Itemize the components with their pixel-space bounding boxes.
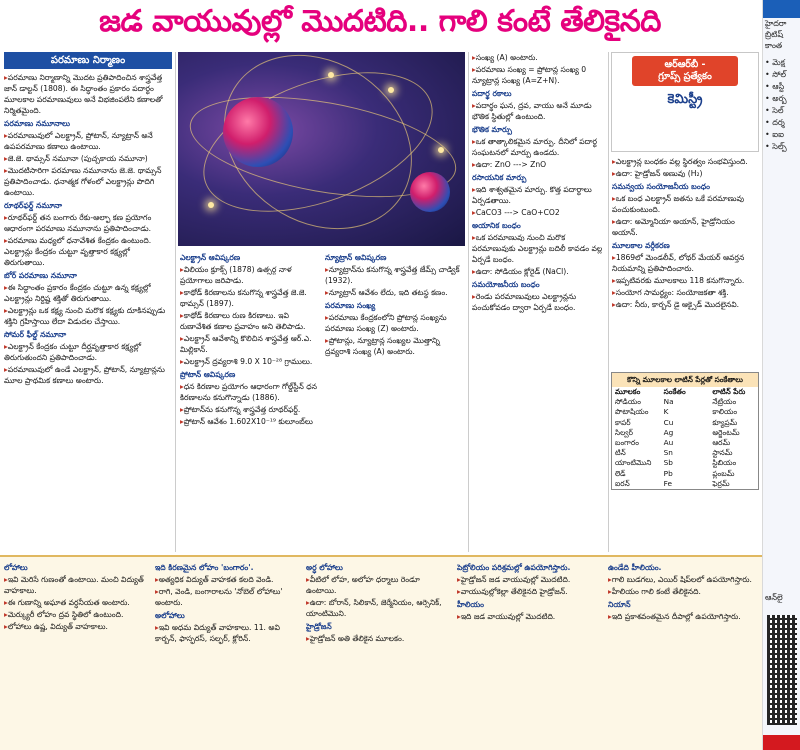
column-4 <box>472 52 607 552</box>
section-subheading: పరమాణు నమూనాలు <box>4 119 71 128</box>
sidebar-link[interactable]: • దర్శ <box>765 118 785 127</box>
bullet-item: ▸ ఉదా: సోడియం క్లోరైడ్ (NaCl). <box>472 266 607 277</box>
table-row: ఐరన్ Fe ఫెర్రమ్ <box>615 478 730 488</box>
band-item: ఉండేది హీలియం. <box>608 563 662 572</box>
bullet-item: ▸ ఎలక్ట్రాన్ల బంధకం వల్ల స్థిరత్వం సంభవిస్తుంది. <box>612 156 758 167</box>
subject-title: కెమిస్ట్రీ <box>667 92 703 107</box>
band-item: ఇది కిరణమైన లోహం 'బంగారం'. <box>155 563 254 572</box>
sidebar-footer-bar <box>763 735 800 750</box>
table-row: పొటాషియం K కాలియం <box>615 407 738 417</box>
band-col-1 <box>4 560 149 748</box>
sidebar-link[interactable]: • సెల్ <box>765 106 784 115</box>
bullet-item: ▸ విలియం క్రూక్స్ (1878) ఉత్సర్గ నాళ ప్రయోగాలు జరిపాడు. <box>180 264 320 286</box>
atom-illustration <box>178 52 465 246</box>
band-item: ▸ ఉదా: బోరాన్, సిలికాన్, జెర్మేనియం, ఆర్సెనిక్, యాంటిమొని. <box>306 597 451 619</box>
exam-badge <box>611 52 759 152</box>
section-subheading: బోర్ పరమాణు నమూనా <box>4 271 77 280</box>
band-item: హైడ్రోజన్ <box>306 622 332 631</box>
band-item: ▸ ఇవి మెరిసే గుణంతో ఉంటాయి. మంచి విద్యుత్ వాహకాలు. <box>4 574 149 596</box>
section-subheading: భౌతిక మార్పు <box>472 125 512 134</box>
column-2 <box>180 250 320 552</box>
section-subheading: అయానిక బంధం <box>472 221 521 230</box>
bullet-item: ▸ సంయోగ సామర్థ్యం: సంయోజకతా శక్తి. <box>612 287 758 298</box>
band-item: ▸ ఇది జడ వాయువుల్లో మొదటిది. <box>457 611 602 622</box>
band-item: ▸ ఇది ప్రకాశవంతమైన దీపాల్లో ఉపయోగిస్తారు. <box>608 611 758 622</box>
bullet-item: ▸ కాథోడ్ కిరణాలను కనుగొన్న శాస్త్రవేత్త జె.జె. థామ్సన్ (1897). <box>180 287 320 309</box>
section-subheading: రూథర్‌ఫర్డ్ నమూనా <box>4 201 63 210</box>
column-1-body <box>4 72 172 386</box>
bullet-item: ▸ ఒక బంధ ఎలక్ట్రాన్ జతను ఒకే పరమాణువు పంచుకుంటుంది. <box>612 193 758 215</box>
bullet-item: ▸ ఒక తాత్కాలికమైన మార్పు. దీనిలో పదార్థ సంఘటనలో మార్పు ఉండదు. <box>472 136 607 158</box>
band-col-4 <box>457 560 602 748</box>
band-item: హీలియం <box>457 600 485 609</box>
headline: జడ వాయువుల్లో మొదటిది.. గాలి కంటే తేలికైనది <box>99 4 661 39</box>
table-row: బంగారం Au ఆరమ్ <box>615 438 731 448</box>
band-item: లోహాలు <box>4 563 28 572</box>
bullet-item: ▸ పరమాణు నిర్మాణాన్ని మొదట ప్రతిపాదించిన శాస్త్రవేత్త జాన్ డాల్టన్ (1808). ఈ సిద్ధాంతం ప్రకారం పదార్థం మూలకాల పరమాణువులు అనే విభజింపలేని కణాలతో నిర్మితమైంది. <box>4 72 172 116</box>
qr-code-icon <box>767 615 797 725</box>
band-item: ▸ వీటిలో లోహ, అలోహ ధర్మాలు రెండూ ఉంటాయి. <box>306 574 451 596</box>
bullet-item: ▸ జె.జె. థామ్సన్ నమూనా (పుచ్చకాయ నమూనా) <box>4 153 172 164</box>
bullet-item: ▸ ఒక పరమాణువు నుంచి మరొక పరమాణువుకు ఎలక్ట్రాన్లు బదిలీ కావడం వల్ల ఏర్పడే బంధం. <box>472 232 607 265</box>
column-1 <box>4 52 172 552</box>
bullet-item: ▸ పరమాణువులో ఉండే ఎలక్ట్రాన్, ప్రోటాన్, న్యూట్రాన్లను మూల ప్రాథమిక కణాలు అంటారు. <box>4 364 172 386</box>
sidebar-header <box>763 0 800 18</box>
bullet-item: ▸ న్యూట్రాన్‌ను కనుగొన్న శాస్త్రవేత్త జేమ్స్ చాడ్విక్ (1932). <box>325 264 465 286</box>
sidebar-text: హైదరా <box>765 19 787 28</box>
column-5 <box>612 156 758 368</box>
bullet-item: ▸ కాథోడ్ కిరణాలు రుణ కిరణాలు. ఇవి రుణావేశిత కణాల ప్రవాహం అని తెలిపాడు. <box>180 310 320 332</box>
bullet-item: ▸ సంఖ్య (A) అంటారు. <box>472 52 607 63</box>
bullet-item: ▸ ప్రోటాన్లు, న్యూట్రాన్ల సంఖ్యల మొత్తాన్ని ద్రవ్యరాశి సంఖ్య (A) అంటారు. <box>325 335 465 357</box>
bullet-item: ▸ ఎలక్ట్రాన్లు ఒక కక్ష్య నుంచి మరొక కక్ష్యకు దూకినప్పుడు శక్తిని గ్రహిస్తాయి లేదా విడుదల చేస్తాయి. <box>4 305 172 327</box>
bullet-item: ▸ ఉదా: ZnO ---> ZnO <box>472 159 607 170</box>
band-item: ▸ వాయువుల్లోకెల్లా తేలికైనది హైడ్రోజన్. <box>457 586 602 597</box>
section-subheading: రసాయనిక మార్పు <box>472 173 527 182</box>
band-item: అర్ధ లోహాలు <box>306 563 343 572</box>
bullet-item: ▸ ఉదా: అమ్మోనియా అయాన్, హైడ్రోనియం అయాన్. <box>612 216 758 238</box>
band-item: ▸ మెర్క్యురీ లోహం ద్రవ స్థితిలో ఉంటుంది. <box>4 609 149 620</box>
section-subheading: పరమాణు సంఖ్య <box>325 301 376 310</box>
bullet-item: ▸ పరమాణు మధ్యలో ధనావేశిత కేంద్రకం ఉంటుంది. ఎలక్ట్రాన్లు కేంద్రకం చుట్టూ వృత్తాకార కక్ష్యల్లో తిరుగుతాయి. <box>4 235 172 268</box>
band-item: ▸ లోహాలు ఉష్ణ, విద్యుత్ వాహకాలు. <box>4 621 149 632</box>
sidebar-link[interactable]: • ఐఐ <box>765 130 784 139</box>
table-row: సిల్వర్ Ag అర్జెంటమ్ <box>615 427 740 437</box>
band-item: ▸ హైడ్రోజన్ జడ వాయువుల్లో మొదటిది. <box>457 574 602 585</box>
section-subheading: ఎలక్ట్రాన్ ఆవిష్కరణ <box>180 253 241 262</box>
bullet-item: ▸ ఈ సిద్ధాంతం ప్రకారం కేంద్రకం చుట్టూ ఉన్న కక్ష్యల్లో ఎలక్ట్రాన్లు నిర్దిష్ట శక్తితో తిరుగుతాయి. <box>4 282 172 304</box>
table-row: యాంటిమొని Sb స్టిబియం <box>615 458 737 468</box>
band-item: పెట్రోలియం పరిశ్రమల్లో ఉపయోగిస్తారు. <box>457 563 571 572</box>
bullet-item: ▸ ఎలక్ట్రాన్ కేంద్రకం చుట్టూ దీర్ఘవృత్తాకార కక్ష్యల్లో తిరుగుతుందని ప్రతిపాదించాడు. <box>4 341 172 363</box>
column-3 <box>325 250 465 552</box>
bullet-item: ▸ ఉదా: హైడ్రోజన్ అణువు (H₂) <box>612 168 758 179</box>
band-item: ▸ అత్యధిక విద్యుత్ వాహకత కలది వెండి. <box>155 574 300 585</box>
table-row: లెడ్ Pb ప్లంబమ్ <box>615 468 735 478</box>
band-col-5 <box>608 560 758 748</box>
bullet-item: ▸ మొదటిసారిగా పరమాణు నమూనాను జె.జె. థామ్సన్ ప్రతిపాదించాడు. ధనాత్మక గోళంలో ఎలక్ట్రాన్లు పొదిగి ఉంటాయి. <box>4 165 172 198</box>
band-item: ▸ రాగి, వెండి, బంగారాలను 'నోబెల్ లోహాలు' అంటారు. <box>155 586 300 608</box>
bullet-item: ▸ పదార్థం ఘన, ద్రవ, వాయు అనే మూడు భౌతిక స్థితుల్లో ఉంటుంది. <box>472 100 607 122</box>
badge-label: ఆర్ఆర్‌బీ - గ్రూప్స్ ప్రత్యేకం <box>632 56 738 86</box>
sidebar-link[interactable]: • మెక్ష <box>765 58 785 67</box>
sidebar-text: బ్రిటిష్ <box>765 30 784 39</box>
band-item: ▸ హీలియం గాలి కంటే తేలికైనది. <box>608 586 758 597</box>
section-subheading: సమన్వయ సంయోజనీయ బంధం <box>612 182 710 191</box>
bullet-item: ▸ ప్రోటాన్‌ను కనుగొన్న శాస్త్రవేత్త రూథర్‌ఫర్డ్. <box>180 404 320 415</box>
bullet-item: ▸ పరమాణు కేంద్రకంలోని ప్రోటాన్ల సంఖ్యను పరమాణు సంఖ్య (Z) అంటారు. <box>325 312 465 334</box>
section-subheading: న్యూట్రాన్ ఆవిష్కరణ <box>325 253 387 262</box>
bullet-item: ▸ న్యూట్రాన్ ఆవేశం లేదు, ఇది తటస్థ కణం. <box>325 287 465 298</box>
band-item: అలోహాలు <box>155 611 185 620</box>
element-symbol-table <box>611 372 759 490</box>
section-title: పరమాణు నిర్మాణం <box>4 52 172 69</box>
band-item: ▸ ఇవి అధమ విద్యుత్ వాహకాలు. 11. అవి కార్బన్, ఫాస్ఫరస్, సల్ఫర్, క్లోరిన్. <box>155 622 300 644</box>
section-subheading: మూలకాల వర్గీకరణ <box>612 241 670 250</box>
sidebar-link[interactable]: • సోల్ <box>765 70 787 79</box>
sidebar-link[interactable]: • అర్బ <box>765 94 787 103</box>
right-sidebar <box>762 0 800 750</box>
section-subheading: సోమర్ ఫీల్డ్ నమూనా <box>4 330 67 339</box>
bullet-item: ▸ ఎలక్ట్రాన్ ఆవేశాన్ని కొలిచిన శాస్త్రవేత్త ఆర్.ఎ. మిల్లికాన్. <box>180 333 320 355</box>
table-title: కొన్ని మూలకాల లాటిన్ పేర్లతో సంకేతాలు <box>612 373 758 387</box>
bullet-item: ▸ పరమాణువులో ఎలక్ట్రాన్, ప్రోటాన్, న్యూట్రాన్ అనే ఉపపరమాణు కణాలు ఉంటాయి. <box>4 130 172 152</box>
sidebar-link[interactable]: • ఆస్టీ <box>765 82 785 91</box>
bullet-item: ▸ CaCO3 ---> CaO+CO2 <box>472 207 607 218</box>
band-item: ▸ గాలి బుడగలు, ఎయిర్ షిప్‌లలో ఉపయోగిస్తారు. <box>608 574 758 585</box>
sidebar-text: కాంత <box>765 41 783 50</box>
band-item: ▸ ఈ గుణాన్ని అఘాత వర్ధనీయత అంటారు. <box>4 597 149 608</box>
section-subheading: ప్రోటాన్ ఆవిష్కరణ <box>180 370 236 379</box>
bullet-item: ▸ ఇప్పటివరకు మూలకాలు 118 కనుగొన్నారు. <box>612 275 758 286</box>
bullet-item: ▸ ఉదా: నీరు, కార్బన్ డై ఆక్సైడ్ మొదలైనవి. <box>612 299 758 310</box>
bullet-item: ▸ పరమాణు సంఖ్య = ప్రోటాన్ల సంఖ్య 0 న్యూట్రాన్ల సంఖ్య (A=Z+N). <box>472 64 607 86</box>
band-item: ▸ హైడ్రోజన్ అతి తేలికైన మూలకం. <box>306 633 451 644</box>
bullet-item: ▸ ఎలక్ట్రాన్ ద్రవ్యరాశి 9.0 X 10⁻²⁸ గ్రాములు. <box>180 356 320 367</box>
sidebar-link[interactable]: • సెల్ప్ <box>765 142 787 151</box>
table-header: మూలకం సంకేతం లాటిన్ పేరు <box>615 387 746 396</box>
band-col-2 <box>155 560 300 748</box>
table-row: కాపర్ Cu క్యూప్రమ్ <box>615 417 738 427</box>
section-subheading: సమయోజనీయ బంధం <box>472 280 540 289</box>
bullet-item: ▸ ఇది శాశ్వతమైన మార్పు. కొత్త పదార్థాలు ఏర్పడతాయి. <box>472 184 607 206</box>
band-item: నియాన్ <box>608 600 631 609</box>
bullet-item: ▸ ధన కిరణాల ప్రయోగం ఆధారంగా గోల్డ్‌స్టీన్ ధన కిరణాలను కనుగొన్నాడు (1886). <box>180 381 320 403</box>
band-col-3 <box>306 560 451 748</box>
table-row: టిన్ Sn స్టానమ్ <box>615 448 733 458</box>
sidebar-footer-label: ఆన్‌లై <box>765 593 783 602</box>
bullet-item: ▸ రూథర్‌ఫర్డ్ తన బంగారు రేకు-ఆల్ఫా కణ ప్రయోగం ఆధారంగా పరమాణు నమూనాను ప్రతిపాదించాడు. <box>4 212 172 234</box>
bullet-item: ▸ ప్రోటాన్ ఆవేశం 1.602X10⁻¹⁹ కులూంబ్‌లు <box>180 416 320 427</box>
bullet-item: ▸ 1869లో మెండలీవ్, లోథర్ మేయర్ ఆవర్తన నియమాన్ని ప్రతిపాదించారు. <box>612 252 758 274</box>
table-row: సోడియం Na నేట్రియం <box>615 397 737 407</box>
bullet-item: ▸ రెండు పరమాణువులు ఎలక్ట్రాన్లను పంచుకోవడం ద్వారా ఏర్పడే బంధం. <box>472 291 607 313</box>
section-subheading: పదార్థ రకాలు <box>472 89 512 98</box>
